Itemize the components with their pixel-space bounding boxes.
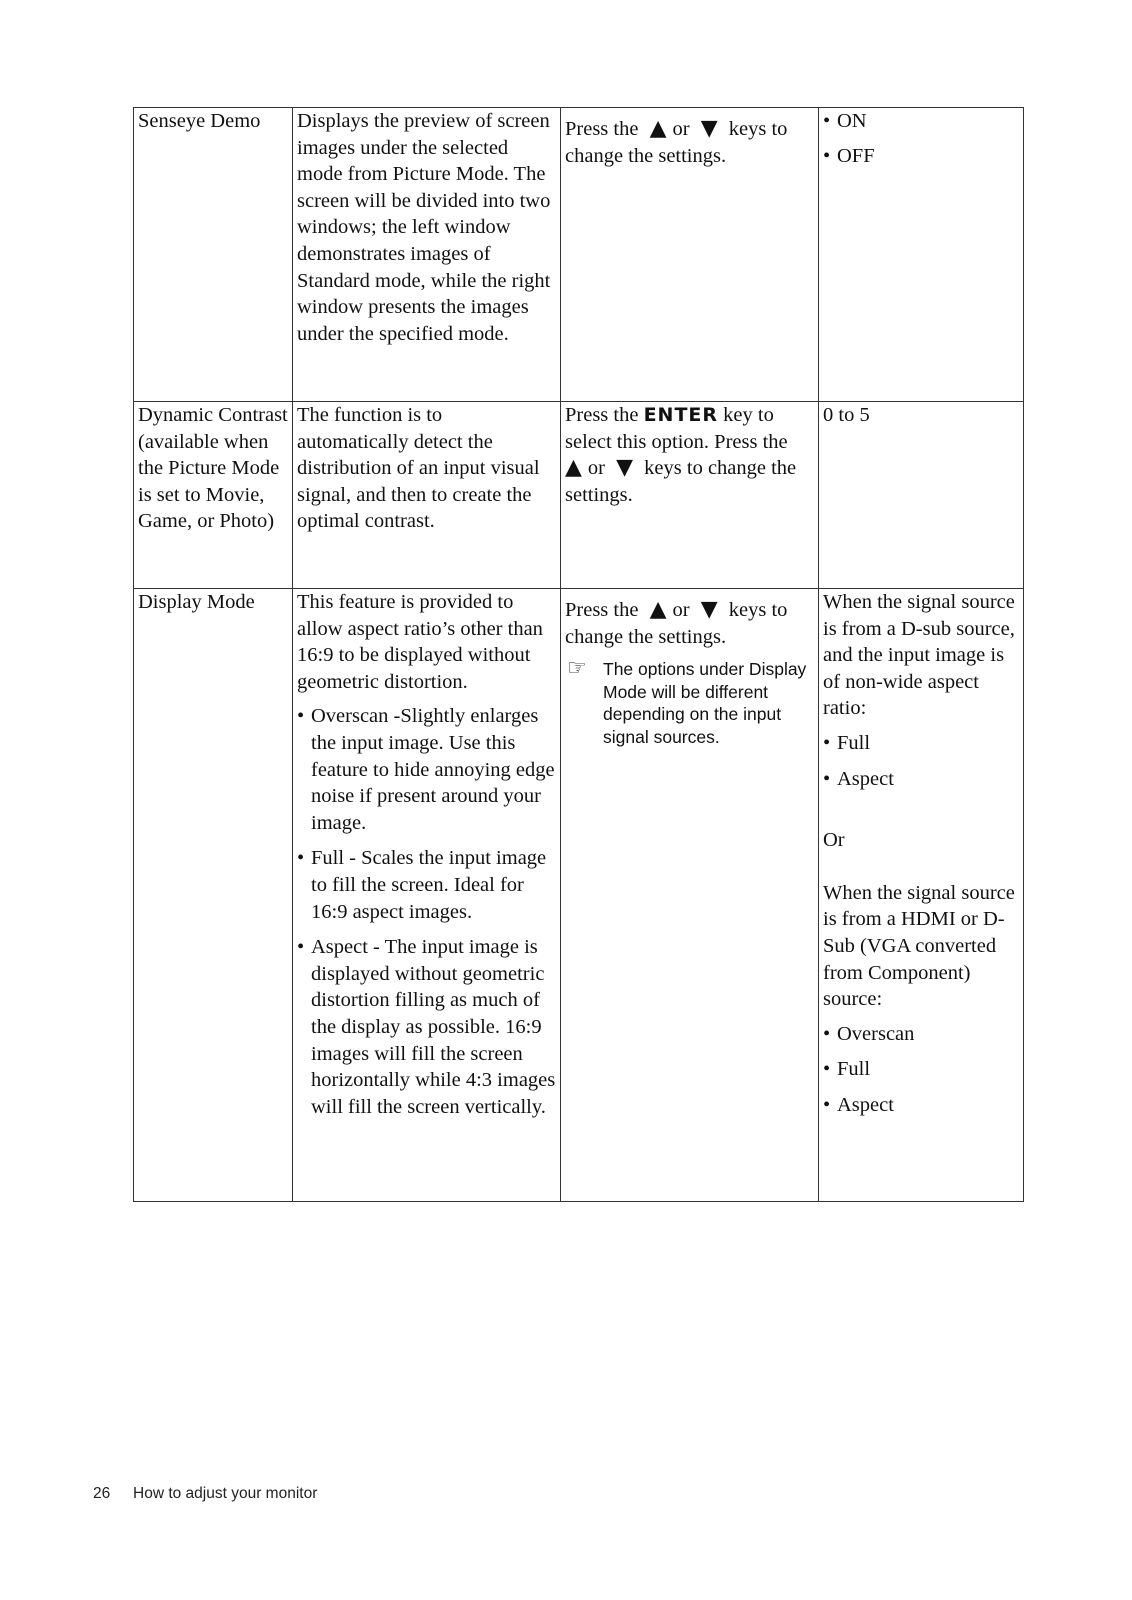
bullet-icon: • [823, 1093, 831, 1116]
range-list [823, 1021, 1020, 1119]
bullet-icon: • [297, 847, 305, 870]
operation-text: Press the ENTER key to select this option. Press the ▲ or ▼ keys to change the settings. [565, 404, 797, 506]
pointing-hand-icon: ☞ [567, 656, 587, 682]
note: ☞ The options under Display Mode will be different depending on the input signal sources. [567, 656, 807, 747]
list-item: • ON [823, 108, 1020, 135]
section-title: How to adjust your monitor [133, 1485, 318, 1502]
range-cell: 0 to 5 [819, 402, 1024, 589]
bullet-icon: • [823, 1058, 831, 1081]
list-item: • Full [823, 730, 1020, 757]
bullet-icon: • [823, 1022, 831, 1045]
settings-table [133, 107, 1024, 1202]
bullet-icon: • [823, 110, 831, 132]
bullet-icon: • [297, 936, 305, 959]
down-arrow-icon: ▼ [700, 597, 718, 622]
down-arrow-icon: ▼ [616, 455, 634, 481]
operation-text: Press the ▲ or ▼ keys to change the settings. [565, 597, 788, 648]
list-item: • Aspect - The input image is displayed without geometric distortion filling as much of the display as possible. 16:9 images will fill the screen horizontally while 4:3 images will fill the screen vertically. [297, 936, 556, 1118]
bullet-icon: • [823, 144, 831, 167]
bullet-icon: • [823, 767, 831, 790]
table-row [134, 402, 1024, 589]
function-description: Displays the preview of screen images under the selected mode from Picture Mode. The screen will be divided into two windows; the left window demonstrates images of Standard mode, while the right window presents the images under the specified mode. [293, 108, 561, 402]
function-description: This feature is provided to allow aspect ratio’s other than 16:9 to be displayed without geometric distortion. • Overscan -Slightly enlarges the input image. Use this feature to hide annoying edge noise if present around your image. • Full - Scales the input image to fill the screen. Ideal for 16:9 aspect images. • Aspect - The input image is displayed without geometric distortion filling as much of the display as possible. 16:9 images will fill the screen horizontally while 4:3 images will fill the screen vertically. [293, 589, 561, 1202]
bullet-icon: • [823, 731, 831, 754]
table-row [134, 589, 1024, 1202]
bullet-icon: • [297, 705, 305, 728]
mode-list [297, 703, 557, 1120]
item-name: Display Mode [134, 589, 293, 1202]
spacer [823, 854, 1020, 880]
operation-cell [561, 108, 819, 402]
page-number: 26 [93, 1485, 111, 1502]
range-list [823, 108, 1020, 169]
function-description: The function is to automatically detect the distribution of an input visual signal, and then to create the optimal contrast. [293, 402, 561, 589]
item-name: Senseye Demo [134, 108, 293, 402]
list-item: • Full [823, 1056, 1020, 1083]
operation-cell [561, 402, 819, 589]
item-name: Dynamic Contrast (available when the Picture Mode is set to Movie, Game, or Photo) [134, 402, 293, 589]
operation-cell [561, 589, 819, 1202]
spacer [823, 801, 1020, 827]
range-cell: When the signal source is from a D-sub source, and the input image is of non-wide aspect ratio: • Full • Aspect Or When the signal source is from a HDMI or D-Sub (VGA converted from Component) source: • Overscan • Full • Aspect [819, 589, 1024, 1202]
list-item: • Full - Scales the input image to fill the screen. Ideal for 16:9 aspect images. [297, 847, 547, 923]
list-item: • Overscan -Slightly enlarges the input image. Use this feature to hide annoying edge noise if present around your image. [297, 705, 555, 834]
up-arrow-icon: ▲ [649, 597, 667, 622]
table-row [134, 108, 1024, 402]
down-arrow-icon: ▼ [700, 116, 718, 141]
list-item: • Overscan [823, 1021, 1020, 1048]
operation-text: Press the ▲ or ▼ keys to change the settings. [565, 116, 788, 167]
up-arrow-icon: ▲ [565, 455, 582, 481]
enter-key-label: ENTER [643, 404, 719, 426]
list-item: • OFF [823, 143, 1020, 170]
page-footer [93, 1485, 317, 1503]
list-item: • Aspect [823, 1092, 1020, 1119]
range-list [823, 730, 1020, 792]
list-item: • Aspect [823, 766, 1020, 793]
up-arrow-icon: ▲ [649, 116, 667, 141]
range-cell [819, 108, 1024, 402]
